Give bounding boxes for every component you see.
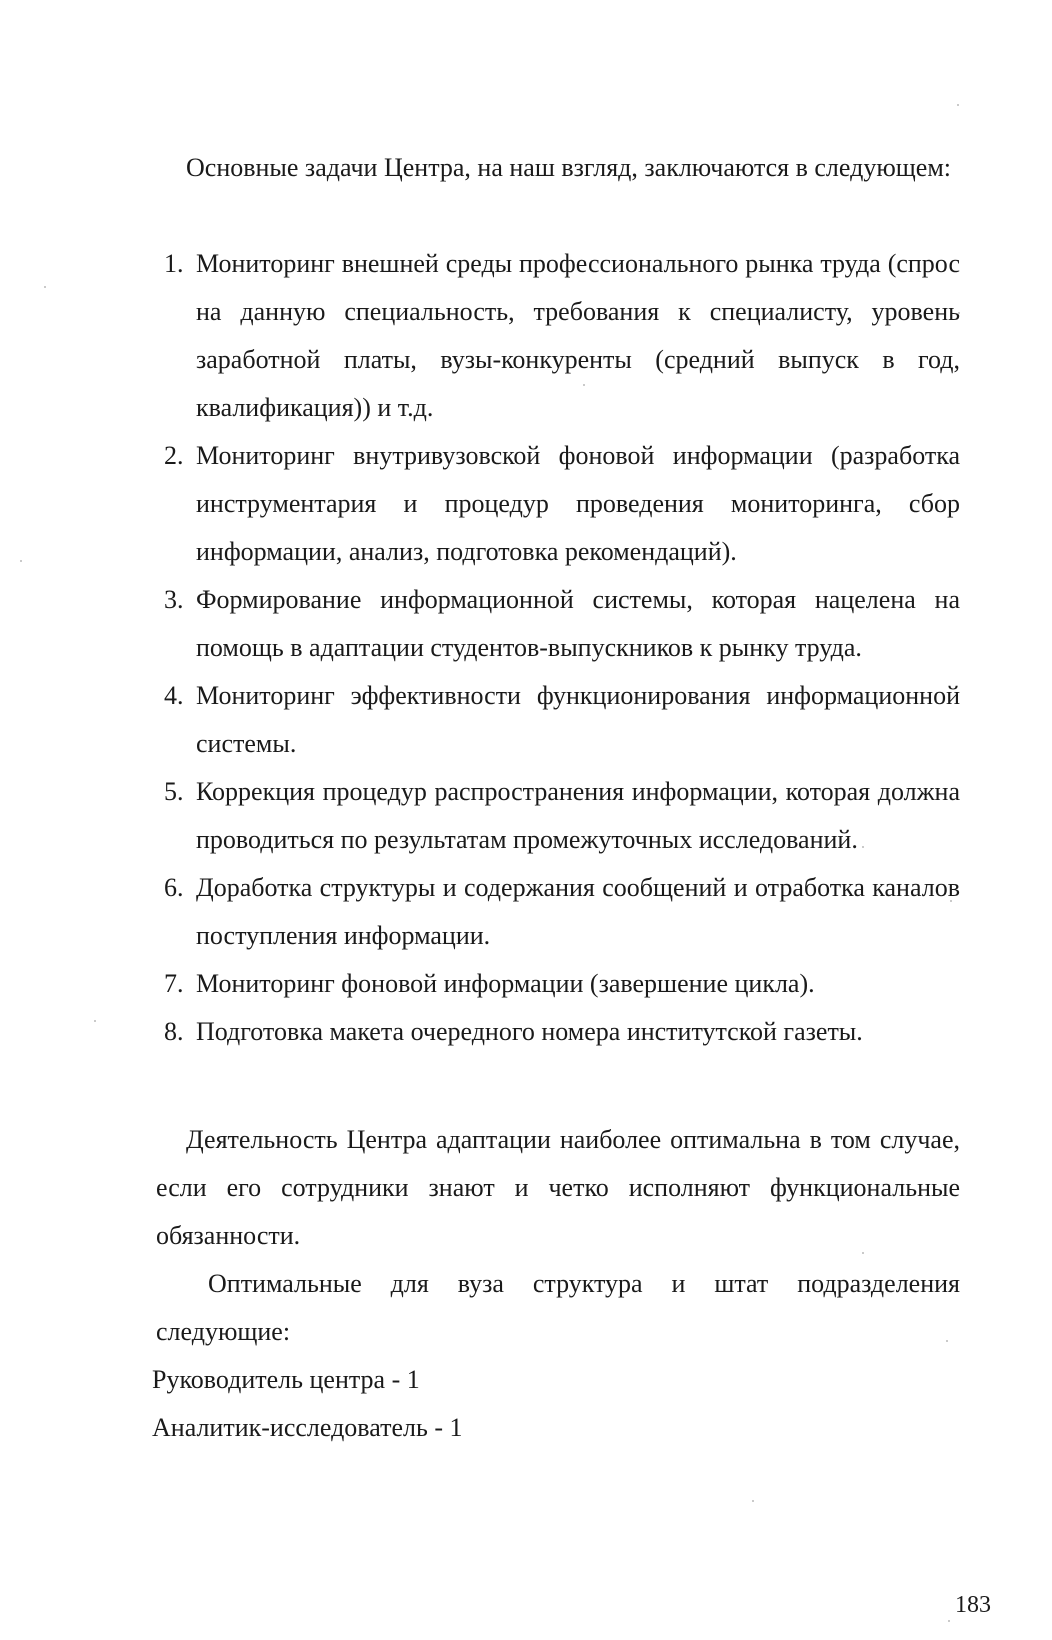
list-item-text: Мониторинг внешней среды профессионального рынка труда (спрос на данную специальность, требования к специалисту, уровень заработной платы, вузы-конкуренты (средний выпуск в год, квалификация)) и т.д. [196, 249, 960, 422]
list-item [156, 960, 960, 1008]
list-item-number: 8. [164, 1017, 184, 1046]
page-number: 183 [955, 1592, 991, 1618]
list-item-text: Мониторинг внутривузовской фоновой информации (разработка инструментария и процедур проведения мониторинга, сбор информации, анализ, подготовка рекомендаций). [196, 441, 960, 566]
list-item-text: Доработка структуры и содержания сообщений и отработка каналов поступления информации. [196, 873, 960, 950]
list-item-number: 2. [164, 441, 184, 470]
tasks-list [156, 240, 960, 1056]
list-item-number: 6. [164, 873, 184, 902]
list-item [156, 576, 960, 672]
list-item-text: Коррекция процедур распространения информации, которая должна проводиться по результатам промежуточных исследований. [196, 777, 960, 854]
staff-line-analyst: Аналитик-исследователь - 1 [152, 1413, 463, 1442]
staff-list [152, 1356, 956, 1452]
list-item-number: 3. [164, 585, 184, 614]
list-item-text: Подготовка макета очередного номера институтской газеты. [196, 1017, 863, 1046]
list-item-number: 5. [164, 777, 184, 806]
activity-paragraph: Деятельность Центра адаптации наиболее оптимальна в том случае, если его сотрудники знают и четко исполняют функциональные обязанности. [156, 1125, 960, 1250]
list-item [156, 1008, 960, 1056]
list-item [156, 432, 960, 576]
list-item [156, 768, 960, 864]
optimal-structure-paragraph: Оптимальные для вуза структура и штат подразделения следующие: [156, 1269, 960, 1346]
intro-paragraph: Основные задачи Центра, на наш взгляд, заключаются в следующем: [186, 153, 951, 182]
list-item [156, 864, 960, 960]
list-item-text: Мониторинг фоновой информации (завершение цикла). [196, 969, 815, 998]
list-item [156, 672, 960, 768]
list-item-number: 7. [164, 969, 184, 998]
list-item-number: 4. [164, 681, 184, 710]
list-item-number: 1. [164, 249, 184, 278]
tasks-list-wrapper [156, 240, 960, 1056]
list-item-text: Мониторинг эффективности функционирования информационной системы. [196, 681, 960, 758]
staff-line-head: Руководитель центра - 1 [152, 1365, 420, 1394]
list-item [156, 240, 960, 432]
list-item-text: Формирование информационной системы, которая нацелена на помощь в адаптации студентов-выпускников к рынку труда. [196, 585, 960, 662]
